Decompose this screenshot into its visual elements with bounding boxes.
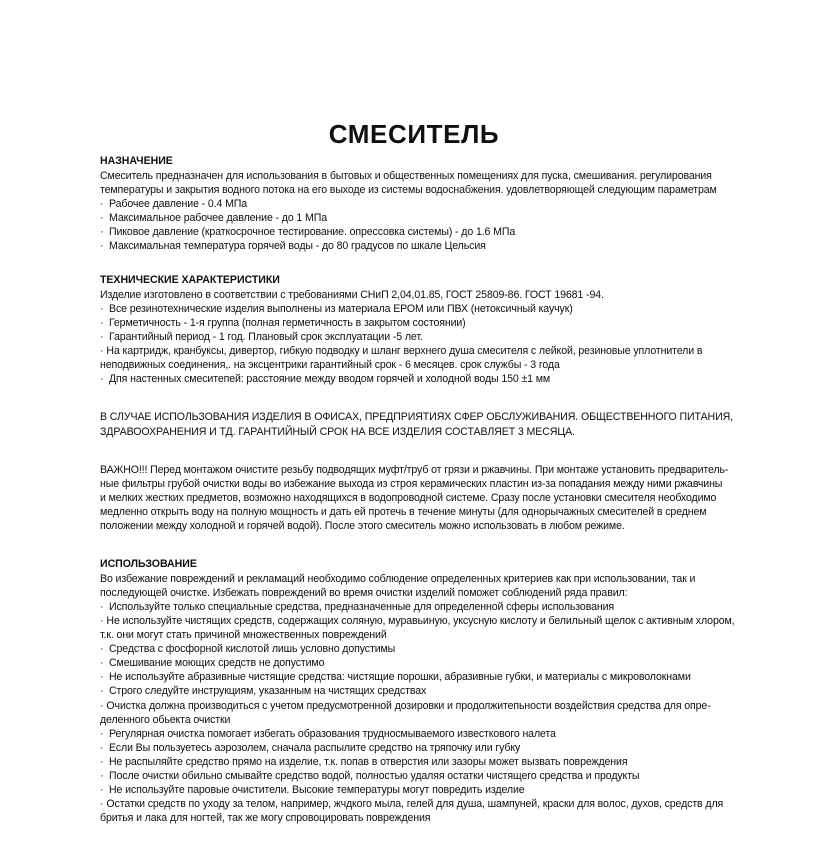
important-line-2: ные фильтры грубой очистки воды во избежание выхода из строя керамических пластин из-за попадания между ними ржавчины	[100, 477, 723, 490]
list-item-text: Очистка должна производиться с учетом предусмотренной дозировки и продолжитепьности воздействия средства для опре-деленного обьекта очистки	[100, 699, 711, 726]
purpose-bullet-list	[100, 197, 737, 253]
specs-bullet-list	[100, 302, 737, 387]
list-item-text: Не используйте чистящих средств, содержащих соляную, муравьиную, уксусную кислоту и белильный щелок с активным хлором, т.к. они могут стать причиной множественных повреждений	[100, 614, 735, 642]
list-item: · Смешивание моющих средств не допустимо	[100, 656, 737, 670]
list-item: · Дпя настенных смеситепей: расстояние между вводом горячей и холодной воды 150 ±1 мм	[100, 372, 737, 386]
section-important	[100, 463, 737, 533]
list-item: · Рабочее давление - 0.4 МПа	[100, 197, 737, 211]
list-item-text: Остатки средств по уходу за телом, например, жчдкого мыла, гелей для душа, шампуней, краски для волос, духов, средств для бритья и лака для ногтей, так же могу спровоцировать повреждения	[100, 798, 724, 825]
important-line-4: медленно открыть воду на полную мощность и дать ей протечь в течение минуты (для однорычажных смесителей в среднем	[100, 505, 707, 518]
bullet-marker: ·	[100, 798, 104, 811]
section-specs	[100, 273, 737, 386]
section-purpose	[100, 154, 737, 253]
list-item	[100, 614, 737, 642]
list-item: · Пиковое давление (краткосрочное тестирование. опрессовка системы) - до 1.6 МПа	[100, 225, 737, 239]
usage-bullet-list	[100, 600, 737, 826]
spacer	[100, 397, 737, 410]
list-item: · Средства с фосфорной кислотой лишь условно допустимы	[100, 642, 737, 656]
list-item: · Максимальное рабочее давление - до 1 МПа	[100, 211, 737, 225]
section-heading-usage: ИСПОЛЬЗОВАНИЕ	[100, 558, 197, 571]
list-item: · Регулярная очистка помогает избегать образования трудносмываемого известкового налета	[100, 727, 737, 741]
spacer	[100, 544, 737, 557]
commercial-notice-line-1: В СЛУЧАЕ ИСПОЛЬЗОВАНИЯ ИЗДЕЛИЯ В ОФИСАХ, ПРЕДПРИЯТИЯХ СФЕР ОБСЛУЖИВАНИЯ. ОБЩЕСТВЕННОГО ПИТАНИЯ,	[100, 411, 733, 424]
usage-intro-line-2: последующей очистке. Избежать повреждений во время очистки изделий поможет соблюдений ряда правил:	[100, 586, 628, 599]
list-item: · Герметичность - 1-я группа (полная герметичность в закрытом состоянии)	[100, 316, 737, 330]
list-item: · Используйте только специальные средства, предназначенные для определенной сферы использования	[100, 600, 737, 614]
list-item	[100, 699, 737, 727]
list-item-text: На картридж, кранбуксы, дивертор, гибкую подводку и шланг верхнего душа смесителя с лейкой, резиновые уплотнители в неподвижных соединения,. на эксцентрики гарантийный срок - 6 месяцев. срок службы - 3 года	[100, 345, 703, 372]
spacer	[100, 264, 737, 273]
purpose-intro-line-1: Смеситель предназначен для использования в бытовых и общественных помещениях для пуска, смешивания. регулирования	[100, 169, 712, 182]
usage-intro-line-1: Во избежание повреждений и рекламаций необходимо соблюдение определенных критериев как при использовании, так и	[100, 572, 696, 585]
list-item: · Не используйте паровые очистители. Высокие температуры могут повредить изделие	[100, 783, 737, 797]
list-item	[100, 344, 737, 372]
section-commercial-notice	[100, 410, 737, 438]
important-line-3: и мелких жестких предметов, возможно находящихся в водопроводной системе. Сразу после установки смесителя необходимо	[100, 491, 717, 504]
important-line-1: ВАЖНО!!! Перед монтажом очистите резьбу подводящих муфт/труб от грязи и ржавчины. При монтаже установить предваритель-	[100, 463, 729, 476]
purpose-intro-line-2: температуры и закрытия водного потока на его выходе из системы водоснабжения. удовлетворяющей следующим параметрам	[100, 183, 717, 196]
important-line-5: положении между холодной и горячей водой). После этого смеситель можно использовать в любом режиме.	[100, 519, 625, 532]
list-item: · Все резинотехнические изделия выполнены из материала ЕРОМ или ПВХ (нетоксичный каучук)	[100, 302, 737, 316]
bullet-marker: ·	[100, 699, 104, 712]
list-item: · Строго следуйте инструкциям, указанным на чистящих средствах	[100, 684, 737, 698]
commercial-notice-line-2: ЗДРАВООХРАНЕНИЯ И ТД. ГАРАНТИЙНЫЙ СРОК НА ВСЕ ИЗДЕЛИЯ СОСТАВЛЯЕТ 3 МЕСЯЦА.	[100, 425, 575, 438]
list-item: · После очистки обильно смывайте средство водой, полностью удаляя остатки чистящего средства и продукты	[100, 769, 737, 783]
page-title: СМЕСИТЕЛЬ	[328, 119, 500, 150]
list-item: · Максимальная температура горячей воды - до 80 градусов по шкале Цельсия	[100, 239, 737, 253]
section-usage	[100, 557, 737, 825]
section-heading-specs: ТЕХНИЧЕСКИЕ ХАРАКТЕРИСТИКИ	[100, 274, 280, 287]
spacer	[100, 450, 737, 463]
list-item: · Гарантийный период - 1 год. Плановый срок эксплуатации -5 лет.	[100, 330, 737, 344]
list-item: · Не используйте абразивные чистящие средства: чистящие порошки, абразивные губки, и материалы с микроволокнами	[100, 670, 737, 684]
list-item: · Не распыляйте средство прямо на изделие, т.к. попав в отверстия или зазоры может вызвать повреждения	[100, 755, 737, 769]
specs-intro: Изделие изготовлено в соответствии с требованиями СНиП 2,04,01.85, ГОСТ 25809-86. ГОСТ 19681 -94.	[100, 288, 604, 301]
bullet-marker: ·	[100, 345, 104, 358]
bullet-marker: ·	[100, 614, 104, 627]
list-item: · Если Вы пользуетесь аэрозолем, сначала распылите средство на тряпочку или губку	[100, 741, 737, 755]
document-body	[100, 154, 737, 825]
list-item	[100, 797, 737, 825]
section-heading-purpose: НАЗНАЧЕНИЕ	[100, 155, 173, 167]
